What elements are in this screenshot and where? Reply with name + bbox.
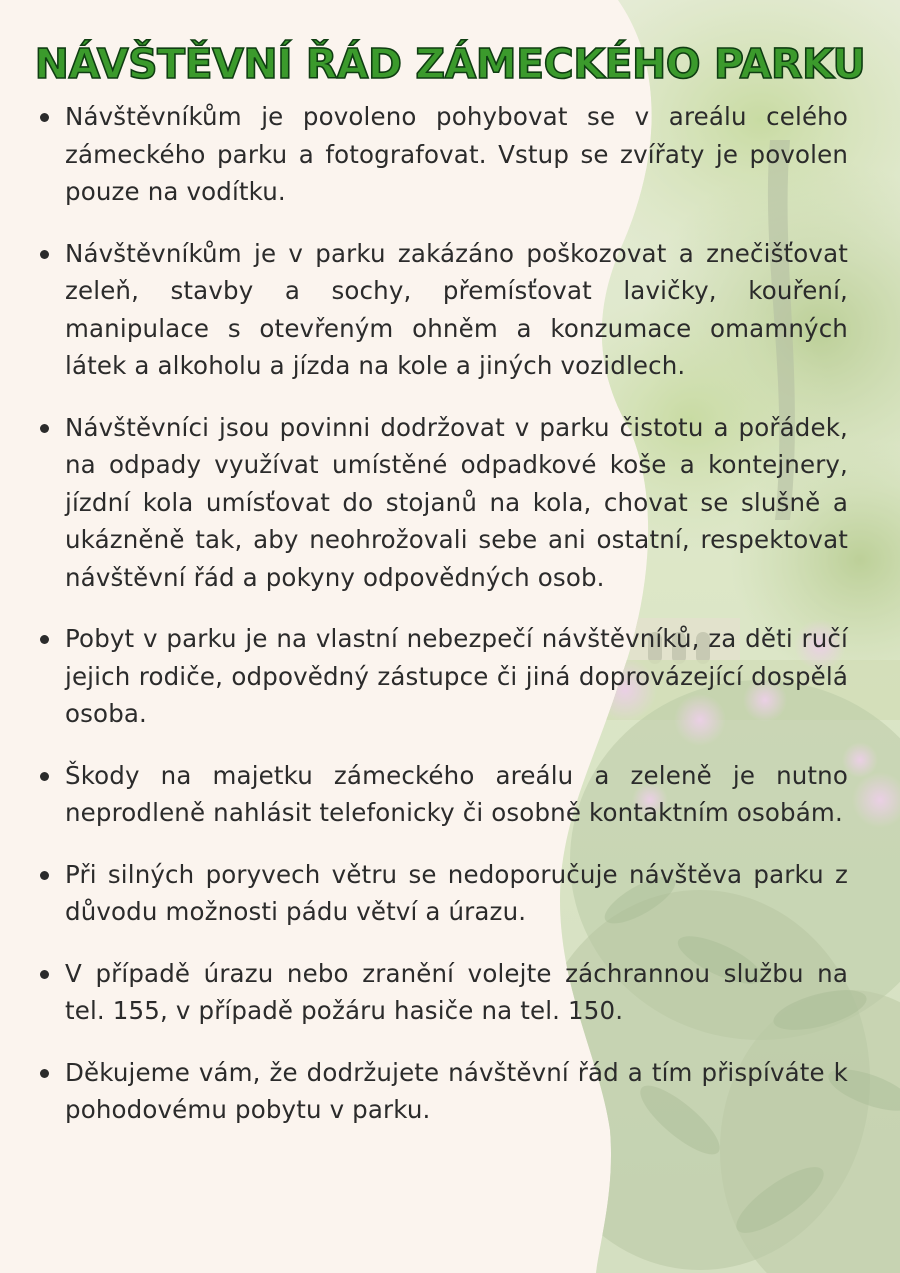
bullet-icon	[40, 1069, 49, 1078]
page-title: NÁVŠTĚVNÍ ŘÁD ZÁMECKÉHO PARKU	[34, 40, 866, 88]
rule-text: Pobyt v parku je na vlastní nebezpečí návštěvníků, za děti ručí jejich rodiče, odpovědný zástupce či jiná doprovázející dospělá osoba.	[65, 624, 848, 728]
rule-text: Škody na majetku zámeckého areálu a zeleně je nutno neprodleně nahlásit telefonicky či osobně kontaktním osobám.	[65, 760, 848, 827]
rule-text: Návštěvníkům je v parku zakázáno poškozovat a znečišťovat zeleň, stavby a sochy, přemísťovat lavičky, kouření, manipulace s otevřeným ohněm a konzumace omamných látek a alkoholu a jízda na kole a jiných vozidlech.	[65, 238, 848, 380]
rule-text: Děkujeme vám, že dodržujete návštěvní řád a tím přispíváte k pohodovému pobytu v parku.	[65, 1057, 848, 1124]
rule-text: Návštěvníci jsou povinni dodržovat v parku čistotu a pořádek, na odpady využívat umístěné odpadkové koše a kontejnery, jízdní kola umísťovat do stojanů na kola, chovat se slušně a ukázněně tak, aby neohrožovali sebe ani ostatní, respektovat návštěvní řád a pokyny odpovědných osob.	[65, 412, 848, 592]
rule-item	[40, 1054, 848, 1129]
rule-item	[40, 757, 848, 832]
rule-item	[40, 235, 848, 385]
bullet-icon	[40, 871, 49, 880]
bullet-icon	[40, 970, 49, 979]
bullet-icon	[40, 772, 49, 781]
rule-text: Při silných poryvech větru se nedoporučuje návštěva parku z důvodu možnosti pádu větví a úrazu.	[65, 859, 848, 926]
bullet-icon	[40, 250, 49, 259]
rule-item	[40, 955, 848, 1030]
rules-list	[40, 98, 848, 1153]
rule-item	[40, 856, 848, 931]
rule-item	[40, 620, 848, 733]
rule-item	[40, 98, 848, 211]
bullet-icon	[40, 113, 49, 122]
rule-text: Návštěvníkům je povoleno pohybovat se v areálu celého zámeckého parku a fotografovat. Vstup se zvířaty je povolen pouze na vodítku.	[65, 102, 848, 206]
rule-text: V případě úrazu nebo zranění volejte záchrannou službu na tel. 155, v případě požáru hasiče na tel. 150.	[65, 958, 848, 1025]
bullet-icon	[40, 424, 49, 433]
rule-item	[40, 409, 848, 597]
bullet-icon	[40, 635, 49, 644]
